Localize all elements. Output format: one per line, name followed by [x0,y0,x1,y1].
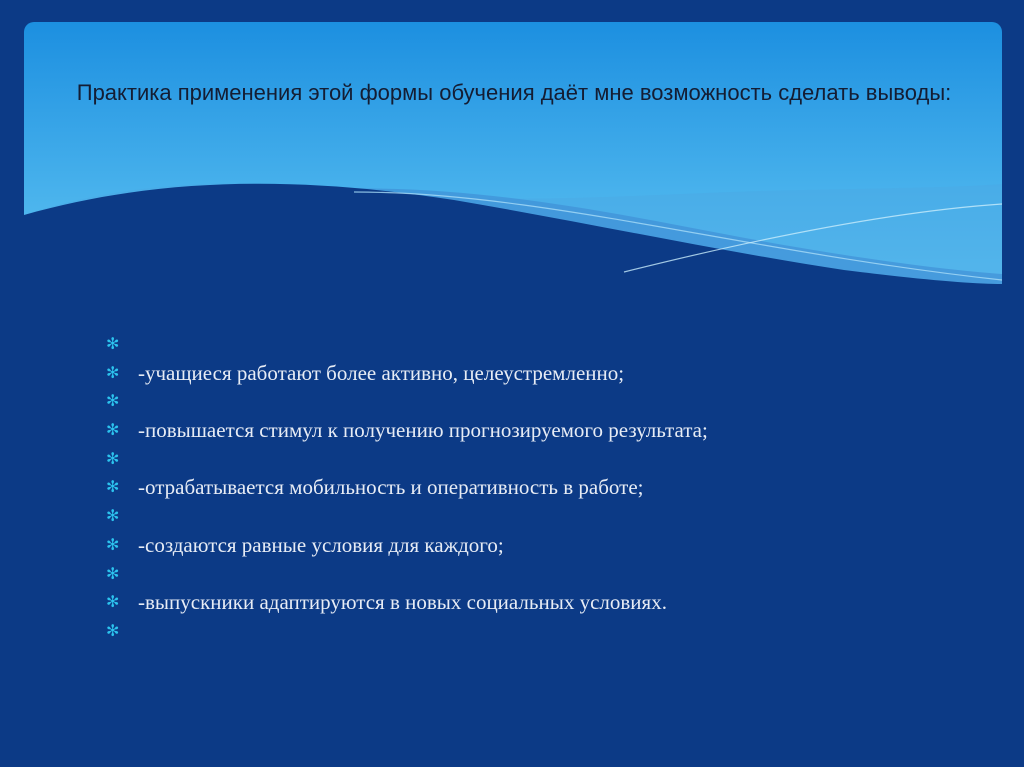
header-wave-panel [24,22,1002,292]
asterisk-bullet-icon: ✻ [106,448,120,468]
list-item [106,473,966,502]
list-item-text: -выпускники адаптируются в новых социальных условиях. [138,590,667,615]
list-item [106,359,966,388]
list-item [106,531,966,560]
list-item [106,416,966,445]
list-item [106,445,966,474]
asterisk-bullet-icon: ✻ [106,334,120,353]
list-item [106,502,966,531]
list-item [106,330,966,359]
list-item [106,560,966,589]
asterisk-bullet-icon: ✻ [106,592,120,612]
slide-title: Практика применения этой формы обучения даёт мне возможность сделать выводы: [76,80,952,105]
list-item-text: -отрабатывается мобильность и оперативность в работе; [138,475,644,500]
list-item [106,588,966,617]
asterisk-bullet-icon: ✻ [106,362,120,382]
list-item [106,387,966,416]
bullet-list [106,330,966,646]
asterisk-bullet-icon: ✻ [106,420,120,440]
list-item-text: -учащиеся работают более активно, целеустремленно; [138,360,625,385]
asterisk-bullet-icon: ✻ [106,563,120,583]
asterisk-bullet-icon: ✻ [106,477,120,497]
asterisk-bullet-icon: ✻ [106,620,120,640]
asterisk-bullet-icon: ✻ [106,391,120,411]
list-item [106,617,966,646]
list-item-text: -повышается стимул к получению прогнозируемого результата; [138,418,708,443]
asterisk-bullet-icon: ✻ [106,506,120,526]
asterisk-bullet-icon: ✻ [106,534,120,554]
wave-decoration [24,22,1002,292]
list-item-text: -создаются равные условия для каждого; [138,532,504,557]
